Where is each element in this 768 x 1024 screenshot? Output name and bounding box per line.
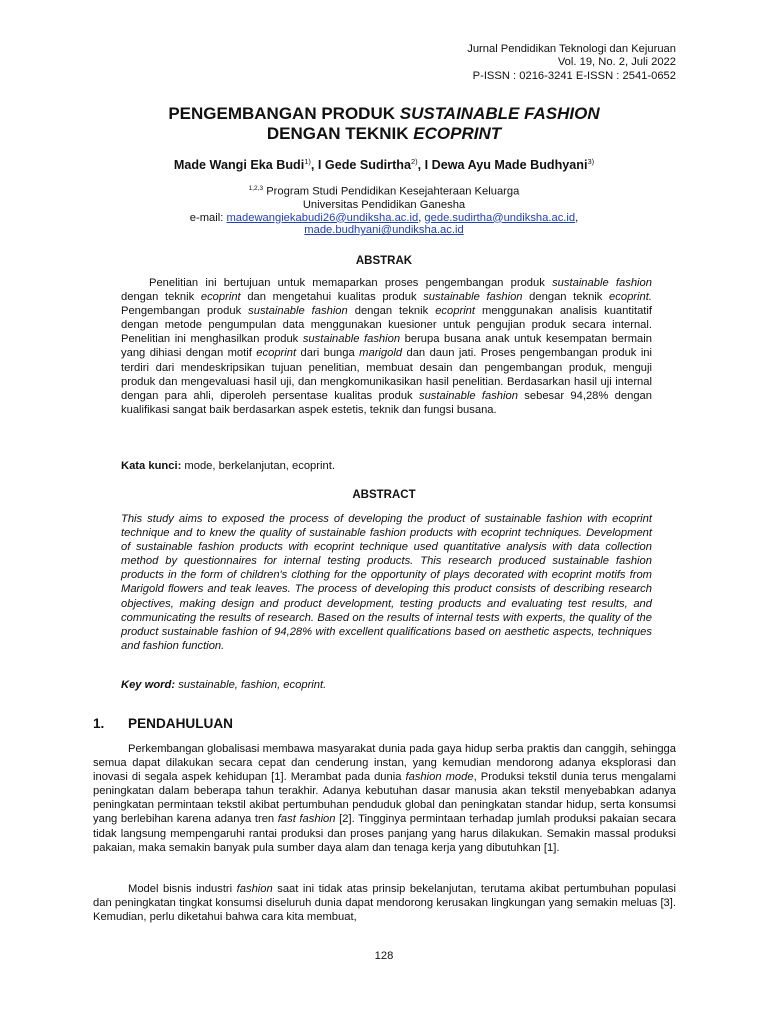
journal-name: Jurnal Pendidikan Teknologi dan Kejuruan bbox=[467, 43, 676, 55]
abstract-heading: ABSTRACT bbox=[352, 489, 416, 501]
text-run: , Produksi tekstil dunia terus mengalami peningkatan dalam beberapa tahun terakhir. Adanya kebutuhan dasar manusia akan tekstil menyebabkan adanya peningkatan permintaan tekstil akibat pertumbuhan penduduk global dan peningkatan standar hidup, serta konsumsi yang berlebihan karena adanya tren bbox=[93, 771, 676, 826]
italic-text-run: fast fashion bbox=[277, 813, 336, 826]
journal-header bbox=[467, 43, 676, 83]
text-run: menggunakan analisis kuantitatif dengan metode pengumpulan data menggunakan kuesioner untuk pengujian produk secara internal. Penelitian ini menghasilkan produk bbox=[121, 305, 652, 346]
abstract-text: This study aims to exposed the process of developing the product of sustainable fashion with ecoprint technique and to knew the quality of sustainable fashion products with ecoprint techniques. Development of sustainable fashion products with ecoprint technique used quantitative analysis with data collection method by questionnaires for internal testing products. This research produced sustainable fashion products in the form of children's clothing for the opportunity of plays decorated with ecoprint motifs from Marigold flowers and teak leaves. The process of developing this product consists of describing research objectives, making design and product development, testing products and evaluating test results, and communicating the results of research. Based on the results of internal tests with experts, the quality of the product sustainable fashion of 94,28% with excellent qualifications based on aesthetic aspects, techniques and fashion function. bbox=[121, 513, 652, 652]
text-run: dari bunga bbox=[296, 347, 360, 360]
title-line2-italic: ECOPRINT bbox=[413, 124, 502, 143]
kata-kunci-value: mode, berkelanjutan, ecoprint. bbox=[181, 460, 335, 472]
italic-text-run: fashion mode bbox=[405, 771, 474, 784]
text-run: dan daun jati. Proses pengembangan produk ini terdiri dari mendeskripsikan tujuan penelitian, membuat desain dan pengembangan produk, menguji produk dan mengevaluasi hasil uji, dan mengkomunikasikan hasil penelitian. Berdasarkan hasil uji internal dengan para ahli, diperoleh persentase kualitas produk bbox=[121, 347, 653, 402]
author-sup: 2) bbox=[410, 157, 418, 166]
email-end: , bbox=[575, 211, 579, 224]
author-sep: , bbox=[310, 158, 318, 173]
affiliation-sup: 1,2,3 bbox=[248, 185, 264, 192]
text-run: Pengembangan produk bbox=[121, 305, 249, 318]
italic-text-run: sustainable fashion bbox=[552, 277, 652, 289]
italic-text-run: sustainable fashion bbox=[423, 291, 523, 304]
abstrak-text bbox=[121, 276, 652, 417]
section-number: 1. bbox=[93, 716, 105, 731]
author-name: I Dewa Ayu Made Budhyani bbox=[424, 158, 588, 173]
email-sep: , bbox=[418, 211, 425, 224]
email-link-3[interactable]: made.budhyani@undiksha.ac.id bbox=[304, 224, 464, 237]
text-run: dan mengetahui kualitas produk bbox=[240, 291, 424, 304]
text-run: dengan teknik bbox=[522, 291, 610, 304]
italic-text-run: ecoprint bbox=[435, 305, 476, 318]
text-run: Model bisnis industri bbox=[128, 883, 237, 895]
title-line1-italic: SUSTAINABLE FASHION bbox=[399, 104, 600, 123]
body-paragraph-2 bbox=[93, 882, 676, 924]
text-run: berupa busana anak untuk kesempatan bermain yang dihiasi dengan motif bbox=[121, 333, 652, 360]
kata-kunci bbox=[121, 460, 652, 472]
affiliation-block bbox=[0, 183, 768, 237]
page-number: 128 bbox=[374, 950, 394, 962]
body-paragraph-1 bbox=[93, 742, 676, 855]
key-word-label: Key word: bbox=[121, 679, 176, 691]
author-name: Made Wangi Eka Budi bbox=[173, 158, 305, 173]
italic-text-run: fashion bbox=[236, 883, 273, 895]
italic-text-run: sustainable fashion bbox=[418, 389, 518, 402]
email-link-1[interactable]: madewangiekabudi26@undiksha.ac.id bbox=[226, 211, 419, 224]
abstrak-heading: ABSTRAK bbox=[355, 255, 413, 267]
text-run: saat ini tidak atas prinsip bekelanjutan, terutama akibat pertumbuhan populasi dan peningkatan tingkat konsumsi diseluruh dunia dapat mendorong kerusakan lingkungan yang semakin meluas [3]. Kemudian, perlu diketahui bahwa cara kita membuat, bbox=[93, 883, 676, 924]
italic-text-run: marigold bbox=[359, 347, 403, 360]
text-run: Penelitian ini bertujuan untuk memaparkan proses pengembangan produk bbox=[149, 277, 553, 289]
email-label: e-mail: bbox=[189, 211, 227, 224]
affiliation-university: Universitas Pendidikan Ganesha bbox=[302, 198, 466, 211]
title-line2-plain: DENGAN TEKNIK bbox=[266, 124, 414, 143]
italic-text-run: sustainable fashion bbox=[248, 305, 348, 318]
key-word-value: sustainable, fashion, ecoprint. bbox=[175, 679, 327, 691]
author-sep: , bbox=[417, 158, 425, 173]
title-line1-plain: PENGEMBANGAN PRODUK bbox=[168, 104, 400, 123]
key-word bbox=[121, 679, 652, 691]
italic-text-run: ecoprint bbox=[256, 347, 297, 360]
text-run: Perkembangan globalisasi membawa masyarakat dunia pada gaya hidup serba praktis dan canggih, sehingga semua dapat dilakukan secara cepat dan cenderung instan, yang kemudian mendorong adanya eksplorasi dan inovasi di segala aspek kehidupan [1]. Merambat pada dunia bbox=[93, 743, 676, 784]
email-link-2[interactable]: gede.sudirtha@undiksha.ac.id bbox=[424, 211, 576, 224]
paper-title bbox=[0, 104, 768, 144]
italic-text-run: ecoprint. bbox=[609, 291, 652, 304]
section-heading bbox=[93, 716, 233, 731]
author-sup: 1) bbox=[304, 157, 311, 166]
author-list bbox=[0, 154, 768, 173]
text-run: dengan teknik bbox=[347, 305, 436, 318]
author-sup: 3) bbox=[587, 157, 595, 166]
italic-text-run: ecoprint bbox=[200, 291, 241, 304]
text-run: [2]. Tingginya permintaan terhadap jumlah produksi pakaian secara tidak langsung mempengaruhi rantai produksi dan proses panjang yang harus dilakukan. Semakin massal produksi pakaian, maka semakin banyak pula sumber daya alam dan tenaga kerja yang dibutuhkan [1]. bbox=[93, 813, 677, 854]
text-run: dengan teknik bbox=[121, 291, 201, 304]
kata-kunci-label: Kata kunci: bbox=[121, 460, 182, 472]
affiliation-program: Program Studi Pendidikan Kesejahteraan Keluarga bbox=[263, 185, 520, 198]
section-title: PENDAHULUAN bbox=[128, 716, 233, 731]
author-name: I Gede Sudirtha bbox=[317, 158, 411, 173]
journal-issn: P-ISSN : 0216-3241 E-ISSN : 2541-0652 bbox=[472, 69, 676, 82]
italic-text-run: sustainable fashion bbox=[302, 333, 401, 346]
journal-volume: Vol. 19, No. 2, Juli 2022 bbox=[557, 56, 676, 69]
text-run: sebesar 94,28% dengan kualifikasi sangat baik berdasarkan aspek estetis, teknik dan fungsi busana. bbox=[121, 389, 652, 416]
